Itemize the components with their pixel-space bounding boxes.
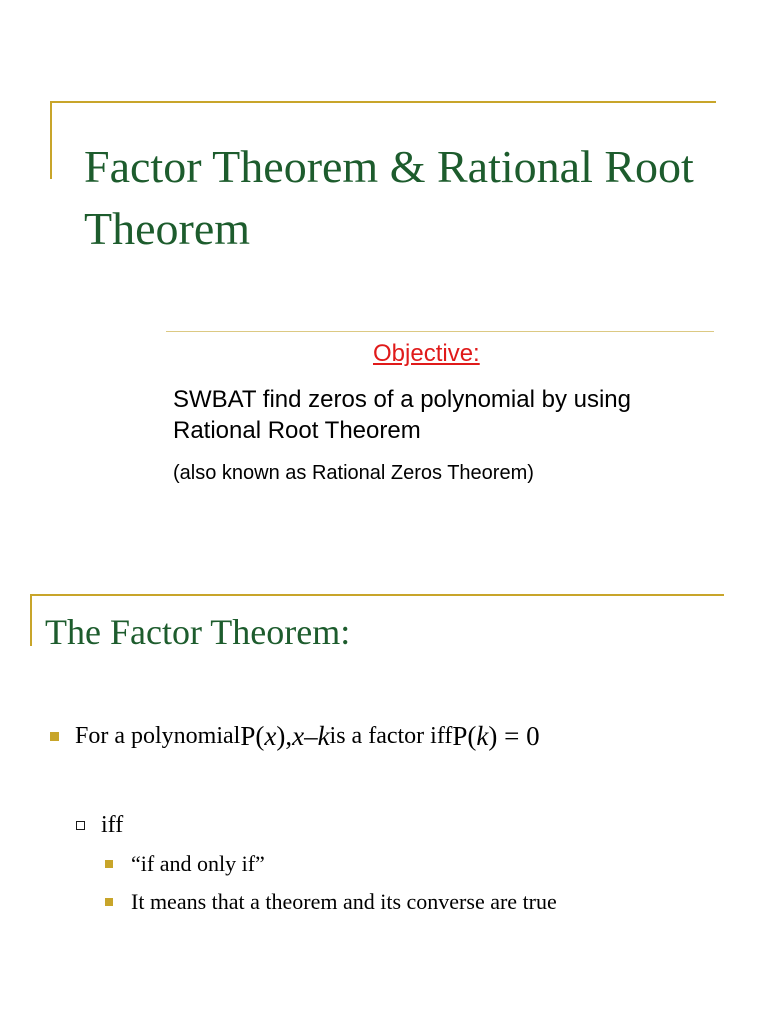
sub-sub-bullet (105, 888, 557, 916)
bullet-lead-text: For a polynomial (75, 722, 241, 749)
hollow-square-bullet-icon (76, 821, 85, 830)
slide-heading: The Factor Theorem: (45, 612, 351, 652)
title-frame-top-rule (50, 101, 716, 103)
math-var-x-2: x (292, 720, 305, 751)
objective-text: SWBAT find zeros of a polynomial by using Rational Root Theorem (173, 386, 631, 444)
sub-bullet-iff (76, 810, 123, 840)
theorem-bullet (50, 716, 540, 756)
heading-frame-left-rule (30, 594, 32, 646)
math-var-x: x (264, 720, 277, 751)
sub-sub-bullet-text: It means that a theorem and its converse are true (131, 889, 557, 914)
bullet-factor-text: is a factor iff (329, 722, 453, 749)
slide-factor-theorem (0, 560, 768, 1024)
title-frame-left-rule (50, 101, 52, 179)
sub-sub-bullet-text: “if and only if” (131, 851, 265, 876)
math-equals-zero: ) = 0 (488, 720, 540, 751)
objective-label: Objective: (373, 340, 480, 367)
math-minus: – (304, 720, 318, 751)
math-p-open: P( (240, 720, 265, 751)
math-var-k: k (317, 720, 330, 751)
math-var-k-2: k (476, 720, 489, 751)
heading-frame-top-rule (30, 594, 724, 596)
square-bullet-icon (105, 860, 113, 868)
slide-title-text: Factor Theorem & Rational Root Theorem (84, 141, 694, 254)
subtitle-divider (166, 331, 714, 332)
math-pk-open: P( (452, 720, 477, 751)
sub-sub-bullet (105, 850, 265, 878)
sub-bullet-text: iff (101, 811, 124, 838)
square-bullet-icon (105, 898, 113, 906)
math-close-comma: ), (276, 720, 293, 751)
objective-note: (also known as Rational Zeros Theorem) (173, 462, 534, 484)
square-bullet-icon (50, 732, 59, 741)
